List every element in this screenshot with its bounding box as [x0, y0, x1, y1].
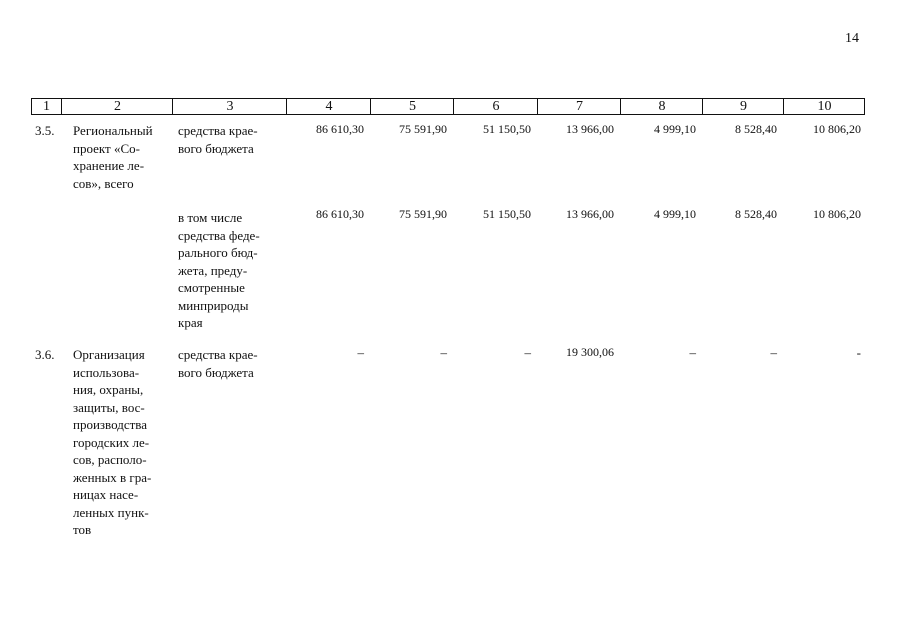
value-col-10: 10 806,20 [813, 207, 861, 221]
column-header-4: 4 [286, 99, 371, 114]
row-number: 3.6. [35, 347, 55, 362]
value-col-9: 8 528,40 [735, 207, 777, 221]
column-header-3: 3 [172, 99, 287, 114]
value-col-4: 86 610,30 [316, 207, 364, 221]
value-col-7: 19 300,06 [566, 345, 614, 359]
value-col-8: 4 999,10 [654, 122, 696, 136]
column-header-10: 10 [783, 99, 865, 114]
value-col-9: 8 528,40 [735, 122, 777, 136]
column-header-5: 5 [370, 99, 454, 114]
value-col-6: 51 150,50 [483, 207, 531, 221]
row-name: Организация использова- ния, охраны, защиты, вос- производства городских ле- сов, располо- женных в гра- ницах насе- ленных пунк- тов [73, 347, 152, 537]
column-header-8: 8 [620, 99, 703, 114]
funding-source: средства крае- вого бюджета [178, 347, 258, 380]
value-col-7: 13 966,00 [566, 122, 614, 136]
column-header-2: 2 [61, 99, 173, 114]
column-header-7: 7 [537, 99, 621, 114]
value-col-8: 4 999,10 [654, 207, 696, 221]
value-col-5: 75 591,90 [399, 122, 447, 136]
table-header-row [31, 98, 865, 115]
value-col-4: 86 610,30 [316, 122, 364, 136]
row-number: 3.5. [35, 123, 55, 138]
funding-source: средства крае- вого бюджета [178, 123, 258, 156]
value-col-5: 75 591,90 [399, 207, 447, 221]
value-col-9: – [770, 345, 777, 360]
value-col-8: – [689, 345, 696, 360]
column-header-9: 9 [702, 99, 784, 114]
column-header-1: 1 [43, 99, 50, 114]
funding-source: в том числе средства феде- рального бюд- жета, преду- смотренные минприроды края [178, 210, 260, 330]
column-header-6: 6 [453, 99, 538, 114]
value-col-6: 51 150,50 [483, 122, 531, 136]
row-name: Региональный проект «Со- хранение ле- сов», всего [73, 123, 153, 191]
value-col-4: – [357, 345, 364, 360]
value-col-10: 10 806,20 [813, 122, 861, 136]
page-number: 14 [845, 31, 859, 46]
value-col-6: – [524, 345, 531, 360]
value-col-7: 13 966,00 [566, 207, 614, 221]
value-col-10: - [856, 345, 861, 360]
value-col-5: – [440, 345, 447, 360]
